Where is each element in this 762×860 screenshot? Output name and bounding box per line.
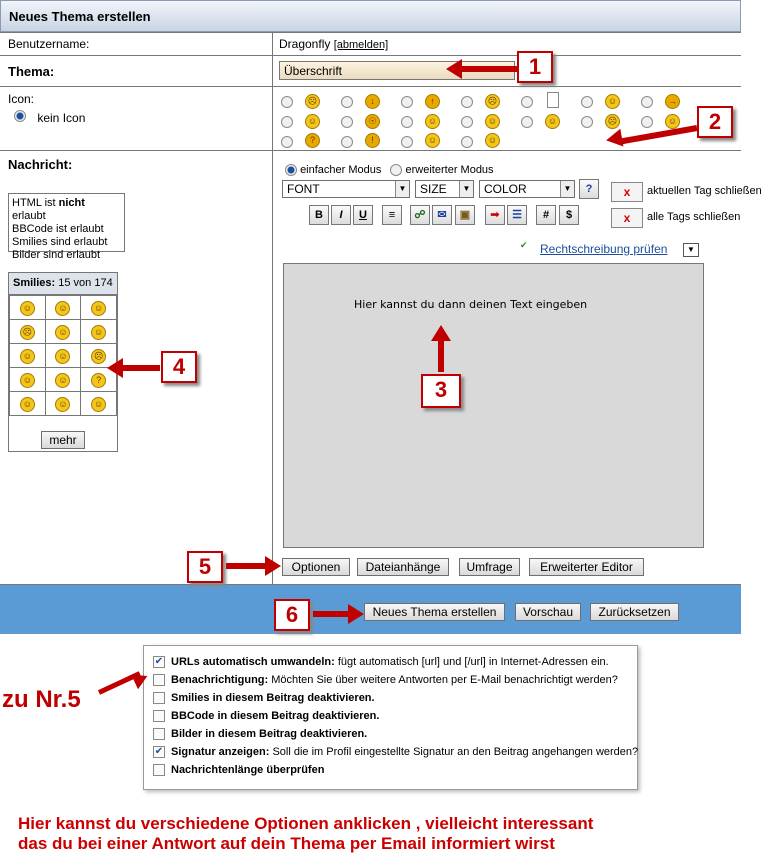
smiley-icon[interactable]: ☺ bbox=[55, 301, 70, 316]
lightbulb-icon: ☉ bbox=[365, 114, 380, 129]
option-checkbox[interactable] bbox=[153, 728, 165, 740]
icon-radio[interactable] bbox=[521, 116, 533, 128]
icon-radio[interactable] bbox=[341, 116, 353, 128]
code-button[interactable]: # bbox=[536, 205, 556, 225]
image-icon[interactable]: ▣ bbox=[455, 205, 475, 225]
icon-radio[interactable] bbox=[281, 96, 293, 108]
form-header bbox=[0, 0, 741, 32]
spellcheck-link[interactable]: Rechtschreibung prüfen bbox=[540, 242, 668, 256]
link-icon[interactable]: ☍ bbox=[410, 205, 430, 225]
smiley-icon[interactable]: ☺ bbox=[20, 349, 35, 364]
smiley-icon[interactable]: ☺ bbox=[55, 373, 70, 388]
annotation-line: das du bei einer Antwort auf dein Thema per Email informiert wirst bbox=[18, 834, 555, 853]
icon-radio[interactable] bbox=[521, 96, 533, 108]
quote-icon[interactable]: ➟ bbox=[485, 205, 505, 225]
divider bbox=[0, 150, 741, 151]
smilies-grid bbox=[9, 295, 117, 416]
arrowhead-icon bbox=[265, 556, 281, 576]
arrowhead-icon bbox=[107, 358, 123, 378]
close-all-tags-button[interactable]: x bbox=[611, 208, 643, 228]
no-icon-option[interactable] bbox=[14, 110, 85, 125]
preview-button[interactable]: Vorschau bbox=[515, 603, 581, 621]
option-checkbox[interactable] bbox=[153, 764, 165, 776]
laugh-icon: ☺ bbox=[545, 114, 560, 129]
option-row[interactable]: Bilder in diesem Beitrag deaktivieren. bbox=[153, 725, 637, 743]
simple-mode-radio[interactable] bbox=[285, 164, 297, 176]
smiley-icon[interactable]: ☺ bbox=[20, 373, 35, 388]
option-checkbox[interactable] bbox=[153, 674, 165, 686]
rule-images: Bilder sind erlaubt bbox=[12, 249, 101, 261]
center-align-icon[interactable]: ≡ bbox=[382, 205, 402, 225]
reset-button[interactable]: Zurücksetzen bbox=[590, 603, 679, 621]
icon-radio[interactable] bbox=[641, 96, 653, 108]
sunglasses-icon: ☺ bbox=[485, 133, 500, 148]
arrowhead-icon bbox=[348, 604, 364, 624]
callout-1: 1 bbox=[517, 51, 553, 83]
divider bbox=[0, 32, 741, 33]
spellcheck-icon: ✔ bbox=[520, 240, 528, 250]
option-checkbox[interactable]: ✔ bbox=[154, 746, 164, 758]
advanced-editor-button[interactable]: Erweiterter Editor bbox=[529, 558, 644, 576]
topic-label: Thema: bbox=[8, 64, 55, 79]
smiley-icon[interactable]: ? bbox=[91, 373, 106, 388]
smiley-icon[interactable]: ☺ bbox=[55, 397, 70, 412]
callout-arrow bbox=[122, 365, 160, 371]
arrowhead-icon bbox=[605, 129, 624, 150]
annotation-line: Hier kannst du verschiedene Optionen anklicken , vielleicht interessant bbox=[18, 814, 594, 833]
cool-icon: ☺ bbox=[485, 114, 500, 129]
icon-radio[interactable] bbox=[341, 96, 353, 108]
exclamation-icon: ! bbox=[365, 133, 380, 148]
smiley-icon[interactable]: ☹ bbox=[20, 325, 35, 340]
smilies-panel bbox=[8, 272, 118, 452]
teeth-icon: ☺ bbox=[665, 114, 680, 129]
callout-6: 6 bbox=[274, 599, 310, 631]
topic-input[interactable]: Überschrift bbox=[279, 61, 515, 80]
poll-button[interactable]: Umfrage bbox=[459, 558, 520, 576]
help-icon[interactable]: ? bbox=[579, 179, 599, 199]
option-row[interactable]: ✔ URLs automatisch umwandeln: fügt automatisch [url] und [/url] in Internet-Adressen ein. bbox=[154, 656, 609, 668]
icon-radio[interactable] bbox=[581, 116, 593, 128]
callout-5: 5 bbox=[187, 551, 223, 583]
logout-link[interactable]: [abmelden] bbox=[333, 39, 389, 51]
form-title: Neues Thema erstellen bbox=[9, 9, 151, 24]
username-label: Benutzername: bbox=[8, 37, 90, 51]
icon-radio[interactable] bbox=[401, 116, 413, 128]
arrow-down-icon: ↓ bbox=[365, 94, 380, 109]
arrow-right-icon: → bbox=[665, 94, 680, 109]
username-row bbox=[279, 37, 388, 51]
close-current-tag-label: aktuellen Tag schließen bbox=[647, 185, 762, 197]
icon-radio[interactable] bbox=[461, 96, 473, 108]
option-row[interactable]: Benachrichtigung: Möchten Sie über weitere Antworten per E-Mail benachrichtigt werden? bbox=[153, 671, 637, 689]
icon-radio[interactable] bbox=[461, 116, 473, 128]
smiley-icon[interactable]: ☺ bbox=[91, 325, 106, 340]
attachments-button[interactable]: Dateianhänge bbox=[357, 558, 449, 576]
options-button[interactable]: Optionen bbox=[282, 558, 350, 576]
arrow-up-icon: ↑ bbox=[425, 94, 440, 109]
posting-rules-box bbox=[8, 193, 125, 261]
font-select[interactable]: FONT ▼ bbox=[282, 180, 410, 198]
icon-radio[interactable] bbox=[641, 116, 653, 128]
chevron-down-icon: ▼ bbox=[395, 181, 409, 197]
option-row[interactable]: Smilies in diesem Beitrag deaktivieren. bbox=[153, 689, 637, 707]
icon-label: Icon: bbox=[8, 92, 35, 106]
underline-button[interactable]: U bbox=[353, 205, 373, 225]
question-icon: ? bbox=[305, 133, 320, 148]
list-icon[interactable]: ☰ bbox=[507, 205, 527, 225]
color-select[interactable]: COLOR ▼ bbox=[479, 180, 575, 198]
callout-4: 4 bbox=[161, 351, 197, 383]
callout-arrow bbox=[313, 611, 349, 617]
annotation-label: zu Nr.5 bbox=[2, 686, 81, 713]
create-topic-button[interactable]: Neues Thema erstellen bbox=[364, 603, 505, 621]
icon-radio[interactable] bbox=[281, 116, 293, 128]
angry-icon: ☹ bbox=[305, 94, 320, 109]
icon-radio[interactable] bbox=[461, 136, 473, 148]
advanced-mode-label: erweiterter Modus bbox=[405, 164, 494, 176]
mode-switch bbox=[285, 164, 494, 176]
callout-3: 3 bbox=[421, 374, 461, 408]
callout-arrow bbox=[438, 340, 444, 372]
smiley-icon[interactable]: ☹ bbox=[91, 349, 106, 364]
grin-icon: ☺ bbox=[605, 94, 620, 109]
smiley-icon[interactable]: ☺ bbox=[91, 301, 106, 316]
message-label: Nachricht: bbox=[8, 157, 73, 172]
arrowhead-icon bbox=[431, 325, 451, 341]
spellcheck-dropdown-icon[interactable]: ▼ bbox=[683, 243, 699, 257]
simple-mode-label: einfacher Modus bbox=[300, 164, 382, 176]
smiley-icon[interactable]: ☺ bbox=[20, 397, 35, 412]
option-row[interactable]: ✔ Signatur anzeigen: Soll die im Profil eingestellte Signatur an den Beitrag angehangen werden? bbox=[154, 746, 639, 758]
size-select[interactable]: SIZE ▼ bbox=[415, 180, 474, 198]
option-checkbox[interactable] bbox=[153, 710, 165, 722]
close-all-tags-label: alle Tags schließen bbox=[647, 211, 741, 223]
smiley-icon[interactable]: ☺ bbox=[91, 397, 106, 412]
email-icon[interactable]: ✉ bbox=[432, 205, 452, 225]
option-row[interactable]: Nachrichtenlänge überprüfen bbox=[153, 761, 637, 779]
close-current-tag-button[interactable]: x bbox=[611, 182, 643, 202]
rule-smilies: Smilies sind erlaubt bbox=[12, 236, 108, 248]
happy-icon: ☺ bbox=[425, 114, 440, 129]
icon-radio[interactable] bbox=[341, 136, 353, 148]
wink-icon: ☺ bbox=[425, 133, 440, 148]
no-icon-radio[interactable] bbox=[14, 110, 26, 122]
smiley-icon[interactable]: ☺ bbox=[55, 349, 70, 364]
callout-arrow bbox=[226, 563, 266, 569]
advanced-mode-radio[interactable] bbox=[390, 164, 402, 176]
smiley-icon[interactable]: ☺ bbox=[20, 301, 35, 316]
smile-icon: ☺ bbox=[305, 114, 320, 129]
option-checkbox[interactable]: ✔ bbox=[154, 656, 164, 668]
column-divider bbox=[272, 32, 273, 585]
divider bbox=[0, 55, 741, 56]
username-value: Dragonfly bbox=[279, 37, 331, 51]
smiley-icon[interactable]: ☺ bbox=[55, 325, 70, 340]
icon-radio[interactable] bbox=[581, 96, 593, 108]
icon-radio[interactable] bbox=[401, 96, 413, 108]
option-checkbox[interactable] bbox=[153, 692, 165, 704]
italic-button[interactable]: I bbox=[331, 205, 351, 225]
document-icon bbox=[547, 92, 559, 108]
message-textarea[interactable]: Hier kannst du dann deinen Text eingeben bbox=[283, 263, 704, 548]
rule-html: HTML ist nicht erlaubt bbox=[12, 197, 85, 222]
divider bbox=[0, 86, 741, 87]
icon-radio[interactable] bbox=[281, 136, 293, 148]
chevron-down-icon: ▼ bbox=[459, 181, 473, 197]
bold-button[interactable]: B bbox=[309, 205, 329, 225]
options-panel bbox=[143, 645, 638, 790]
confused-icon: ☹ bbox=[485, 94, 500, 109]
chevron-down-icon: ▼ bbox=[560, 181, 574, 197]
option-row[interactable]: BBCode in diesem Beitrag deaktivieren. bbox=[153, 707, 637, 725]
rule-bbcode: BBCode ist erlaubt bbox=[12, 223, 104, 235]
more-smilies-button[interactable]: mehr bbox=[41, 431, 85, 449]
smilies-header: Smilies: 15 von 174 bbox=[9, 273, 117, 295]
annotation-note bbox=[18, 814, 593, 854]
callout-arrow bbox=[460, 66, 520, 72]
arrowhead-icon bbox=[446, 59, 462, 79]
no-icon-label: kein Icon bbox=[37, 111, 86, 125]
icon-radio[interactable] bbox=[401, 136, 413, 148]
php-button[interactable]: $ bbox=[559, 205, 579, 225]
sad-icon: ☹ bbox=[605, 114, 620, 129]
callout-2: 2 bbox=[697, 106, 733, 138]
